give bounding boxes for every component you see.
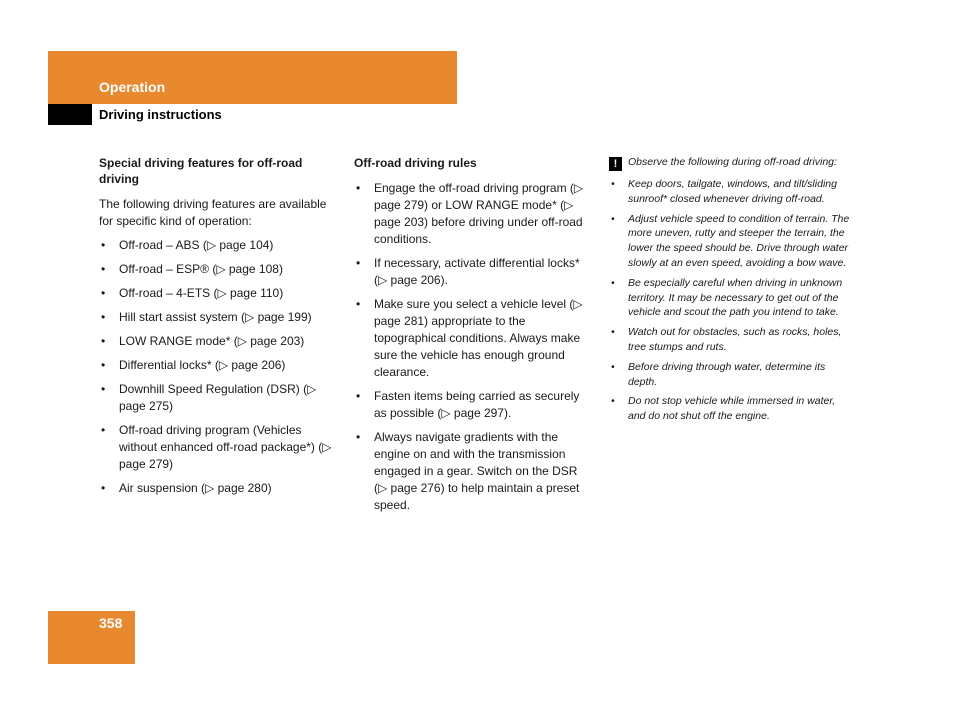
intro-text: The following driving features are available for specific kind of operation: xyxy=(99,197,327,228)
list-item: • Make sure you select a vehicle level (▷ page 281) appropriate to the topographical conditions. Always make sure the vehicle has enough ground clearance. xyxy=(354,296,594,381)
list-item: • Do not stop vehicle while immersed in water, and do not shut off the engine. xyxy=(609,394,851,424)
rules-list xyxy=(354,180,594,514)
heading-offroad-rules: Off-road driving rules xyxy=(354,156,477,170)
header-band xyxy=(48,51,457,104)
section-title: Operation xyxy=(99,79,166,95)
list-item: • If necessary, activate differential locks* (▷ page 206). xyxy=(354,255,594,289)
warning-icon: ! xyxy=(609,157,622,171)
list-item: • Before driving through water, determine its depth. xyxy=(609,360,851,390)
section-tab-marker xyxy=(48,104,92,125)
list-item: • Off-road – 4-ETS (▷ page 110) xyxy=(99,285,339,302)
list-item: • Watch out for obstacles, such as rocks, holes, tree stumps and ruts. xyxy=(609,325,851,355)
list-item: • Hill start assist system (▷ page 199) xyxy=(99,309,339,326)
column-driving-features xyxy=(99,155,339,504)
list-item: • Always navigate gradients with the engine on and with the transmission engaged in a gear. Switch on the DSR (▷ page 276) to help maintain a preset speed. xyxy=(354,429,594,514)
warning-list xyxy=(609,177,851,424)
list-item: • Keep doors, tailgate, windows, and tilt/sliding sunroof* closed whenever driving off-road. xyxy=(609,177,851,207)
list-item: • Engage the off-road driving program (▷ page 279) or LOW RANGE mode* (▷ page 203) before driving under off-road conditions. xyxy=(354,180,594,248)
list-item: • Be especially careful when driving in unknown territory. It may be necessary to get out of the vehicle and scout the path you intend to take. xyxy=(609,276,851,320)
list-item: • Adjust vehicle speed to condition of terrain. The more uneven, rutty and steeper the terrain, the lower the speed should be. Drive through water slowly at an even speed, avoiding a bow wave. xyxy=(609,212,851,271)
features-list xyxy=(99,237,339,497)
heading-driving-features: Special driving features for off-road driving xyxy=(99,156,303,186)
column-offroad-rules xyxy=(354,155,594,521)
list-item: • Downhill Speed Regulation (DSR) (▷ page 275) xyxy=(99,381,339,415)
list-item: • Differential locks* (▷ page 206) xyxy=(99,357,339,374)
list-item: • LOW RANGE mode* (▷ page 203) xyxy=(99,333,339,350)
subsection-title: Driving instructions xyxy=(99,107,222,122)
list-item: • Off-road driving program (Vehicles without enhanced off-road package*) (▷ page 279) xyxy=(99,422,339,473)
column-warning xyxy=(609,155,851,429)
warning-intro xyxy=(609,155,851,171)
list-item: • Off-road – ESP® (▷ page 108) xyxy=(99,261,339,278)
page-number: 358 xyxy=(99,615,123,631)
list-item: • Fasten items being carried as securely as possible (▷ page 297). xyxy=(354,388,594,422)
warning-intro-text: Observe the following during off-road driving: xyxy=(628,156,837,168)
list-item: • Air suspension (▷ page 280) xyxy=(99,480,339,497)
list-item: • Off-road – ABS (▷ page 104) xyxy=(99,237,339,254)
